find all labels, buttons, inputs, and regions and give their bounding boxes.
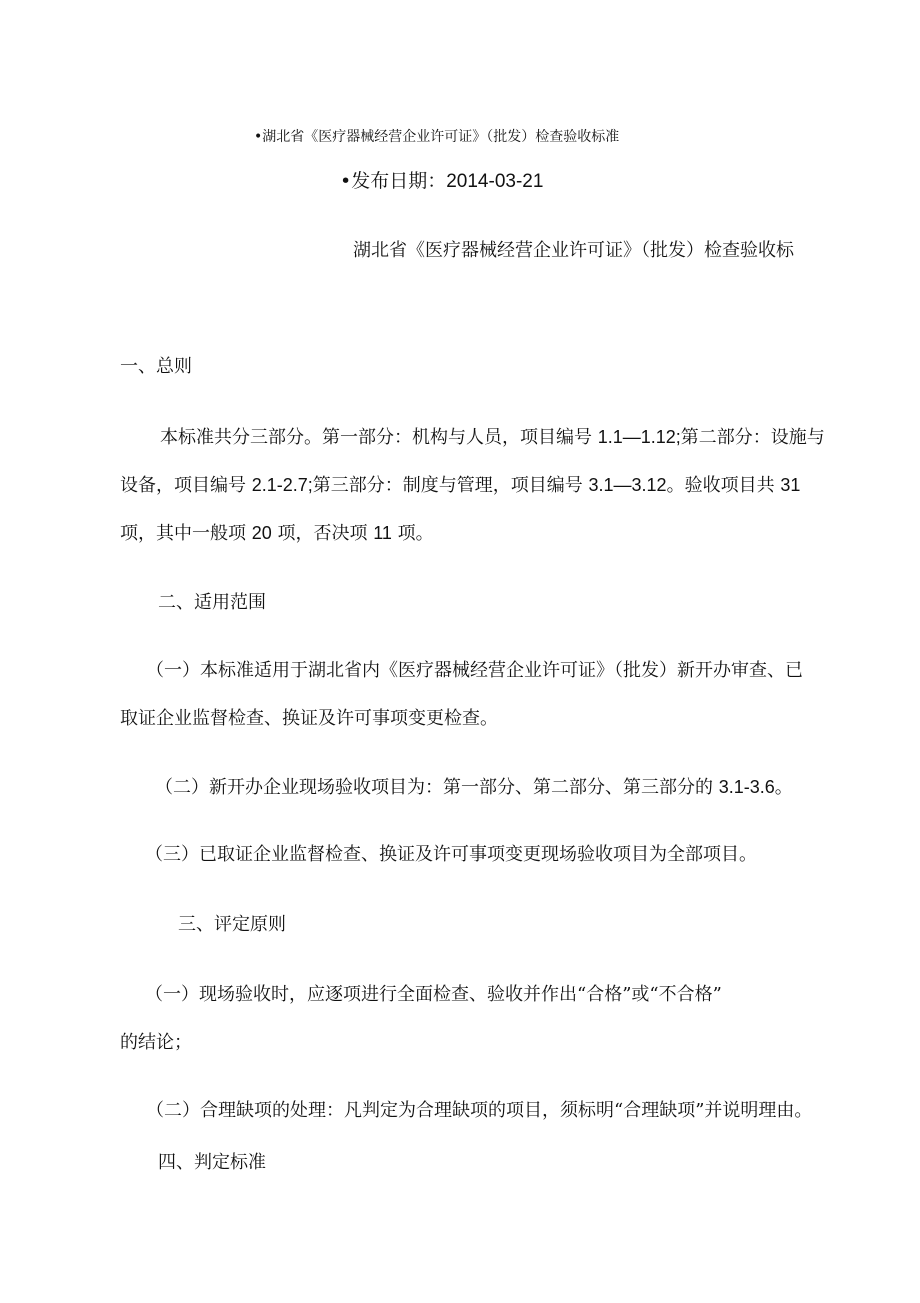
publish-date-value: 2014-03-21 [446,171,544,192]
text-run: 11 [373,523,392,543]
scope-item-1-line-1: （一）本标准适用于湖北省内《医疗器械经营企业许可证》（批发）新开办审查、已 [146,660,803,681]
general-paragraph-line-3 [120,524,434,543]
text-run: 设备，项目编号 [120,475,252,496]
document-title-large: 湖北省《医疗器械经营企业许可证》（批发）检查验收标 [353,240,794,261]
text-run: 项，否决项 [271,523,374,544]
text-run: 项，其中一般项 [120,523,252,544]
scope-item-2 [155,778,793,797]
principles-item-1-line-2: 的结论； [120,1032,192,1053]
text-run: 2.1-2.7; [251,475,313,495]
principles-item-1-line-1: （一）现场验收时，应逐项进行全面检查、验收并作出“合格”或“不合格” [145,984,722,1005]
scope-item-1-line-2: 取证企业监督检查、换证及许可事项变更检查。 [120,708,498,729]
text-run: 3.1-3.6 [718,777,775,797]
text-run: 。验收项目共 [666,475,781,496]
text-run: 1.1—1.12; [597,427,681,447]
general-paragraph-line-2 [120,476,800,495]
text-run: 20 [251,523,272,543]
publish-date [340,172,543,191]
text-run: 。 [774,777,793,798]
text-run: 项。 [391,523,434,544]
principles-item-2: （二）合理缺项的处理：凡判定为合理缺项的项目，须标明“合理缺项”并说明理由。 [146,1100,813,1121]
publish-date-label: •发布日期： [340,170,447,192]
text-run: 本标准共分三部分。第一部分：机构与人员，项目编号 [160,427,598,448]
section-heading-criteria: 四、判定标准 [158,1152,266,1173]
section-heading-principles: 三、评定原则 [178,914,286,935]
text-run: （二）新开办企业现场验收项目为：第一部分、第二部分、第三部分的 [155,777,719,798]
text-run: 第三部分：制度与管理，项目编号 [312,475,589,496]
general-paragraph-line-1 [160,428,825,447]
scope-item-3: （三）已取证企业监督检查、换证及许可事项变更现场验收项目为全部项目。 [145,844,757,865]
section-heading-general: 一、总则 [120,356,192,377]
text-run: 3.1—3.12 [588,475,667,495]
section-heading-scope: 二、适用范围 [158,592,266,613]
text-run: 第二部分：设施与 [680,427,825,448]
document-title-small: •湖北省《医疗器械经营企业许可证》（批发）检查验收标准 [254,129,620,145]
text-run: 31 [780,475,801,495]
